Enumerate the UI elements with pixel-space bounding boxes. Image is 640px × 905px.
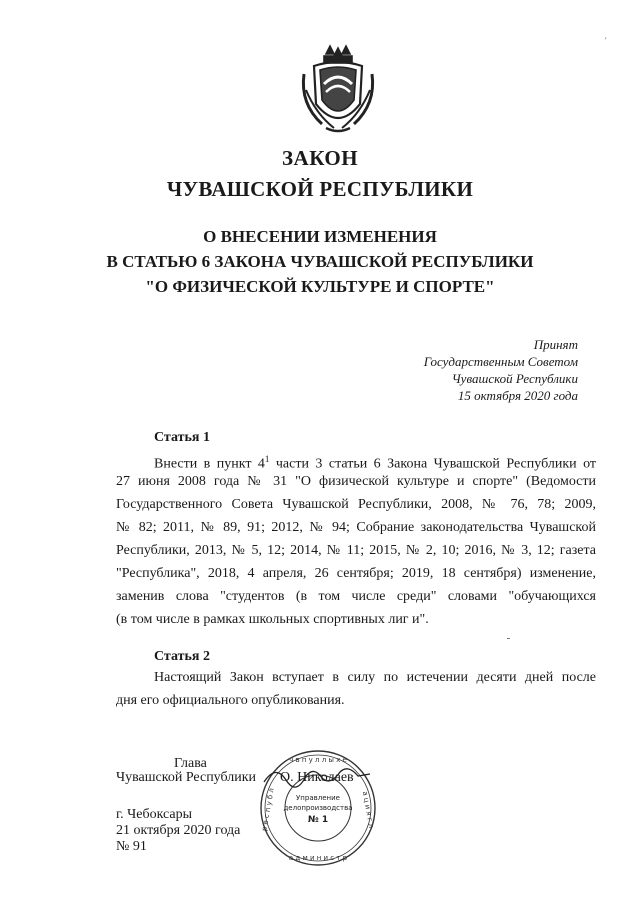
law-name-line: "О ФИЗИЧЕСКОЙ КУЛЬТУРЕ И СПОРТЕ" — [145, 277, 495, 296]
law-name-line: В СТАТЬЮ 6 ЗАКОНА ЧУВАШСКОЙ РЕСПУБЛИКИ — [106, 252, 534, 271]
article-2-text-line: дня его официального опубликования. — [116, 693, 345, 708]
article-1-text-line: "Республика", 2018, 4 апреля, 26 сентября; 2019, 18 сентября) изменение, — [116, 566, 596, 581]
article-1-text-line: 27 июня 2008 года № 31 "О физической культуре и спорте" (Ведомости — [116, 474, 596, 489]
coat-of-arms-emblem — [296, 44, 380, 136]
article-2-text-line: Настоящий Закон вступает в силу по истечении десяти дней после — [154, 670, 596, 685]
article-1-text-part: части 3 статьи 6 Закона Чувашской Республики от — [269, 456, 597, 472]
signature-name: О. Николаев — [280, 770, 354, 785]
signature-city: г. Чебоксары — [116, 807, 193, 822]
adopted-line: Государственным Советом — [423, 354, 578, 369]
superscript-index: 1 — [264, 454, 270, 464]
svg-text:ч в п у л л ы х е: ч в п у л л ы х е — [289, 756, 347, 764]
scan-speck — [507, 638, 510, 639]
law-title: ЗАКОН — [281, 146, 359, 170]
article-1-text-line: (в том числе в рамках школьных спортивных лиг и". — [116, 612, 429, 627]
law-subtitle: ЧУВАШСКОЙ РЕСПУБЛИКИ — [166, 177, 474, 201]
signature-date: 21 октября 2020 года — [116, 823, 241, 838]
adopted-line: Принят — [533, 337, 578, 352]
article-1-text-line: Республики, 2013, № 5, 12; 2014, № 11; 2015, № 2, 10; 2016, № 3, 12; газета — [116, 543, 596, 558]
article-1-text-line: № 82; 2011, № 89, 91; 2012, № 94; Собрание законодательства Чувашской — [116, 520, 596, 535]
article-1-title: Статья 1 — [154, 430, 210, 445]
law-name-line: О ВНЕСЕНИИ ИЗМЕНЕНИЯ — [203, 227, 437, 246]
stamp-text: Управление — [296, 794, 340, 802]
article-2-title: Статья 2 — [154, 649, 210, 664]
law-number: № 91 — [116, 839, 147, 854]
svg-text:р е с п у б л: р е с п у б л — [260, 787, 276, 832]
adopted-line: 15 октября 2020 года — [457, 388, 578, 403]
stamp-text: № 1 — [307, 815, 329, 825]
signature-org: Чувашской Республики — [116, 770, 257, 785]
scan-speck: ' — [605, 36, 607, 45]
signature-role: Глава — [174, 756, 207, 771]
svg-text:а ц и я г л: а ц и я г л — [360, 790, 376, 829]
article-1-text-line: Государственного Совета Чувашской Республики, 2008, № 76, 78; 2009, — [116, 497, 596, 512]
article-1-text-line: заменив слова "студентов (в том числе среди" словами "обучающихся — [116, 589, 596, 604]
article-1-text-part: Внести в пункт 4 — [154, 456, 265, 472]
stamp-text: делопроизводства — [283, 804, 353, 812]
adopted-line: Чувашской Республики — [451, 371, 578, 386]
svg-text:а д м и н и с т р: а д м и н и с т р — [288, 854, 348, 862]
